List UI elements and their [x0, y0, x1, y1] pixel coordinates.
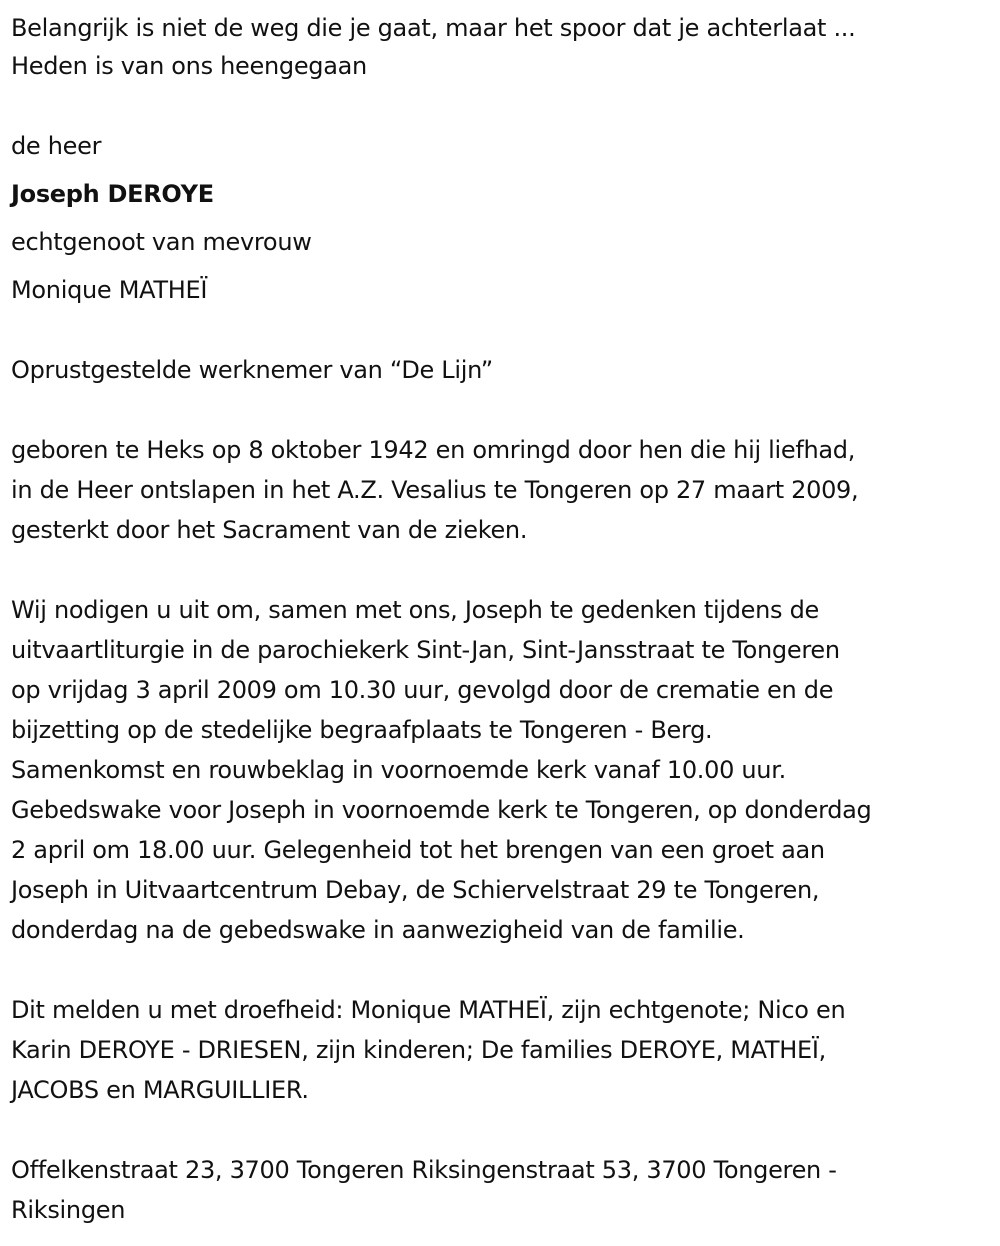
address-line: Riksingen	[11, 1196, 126, 1224]
honorific: de heer	[11, 132, 102, 160]
announcement-line: Karin DEROYE - DRIESEN, zijn kinderen; De families DEROYE, MATHEÏ,	[11, 1036, 826, 1064]
intro-text: Heden is van ons heengegaan	[11, 52, 367, 80]
occupation: Oprustgestelde werknemer van “De Lijn”	[11, 356, 493, 384]
invitation-line: bijzetting op de stedelijke begraafplaats te Tongeren - Berg.	[11, 716, 713, 744]
invitation-line: 2 april om 18.00 uur. Gelegenheid tot het brengen van een groet aan	[11, 836, 825, 864]
motto: Belangrijk is niet de weg die je gaat, maar het spoor dat je achterlaat ...	[11, 14, 856, 42]
birth-death-line: geboren te Heks op 8 oktober 1942 en omringd door hen die hij liefhad,	[11, 436, 856, 464]
spouse-name: Monique MATHEÏ	[11, 276, 208, 304]
birth-death-line: gesterkt door het Sacrament van de zieken.	[11, 516, 528, 544]
invitation-line: Samenkomst en rouwbeklag in voornoemde kerk vanaf 10.00 uur.	[11, 756, 786, 784]
invitation-line: Joseph in Uitvaartcentrum Debay, de Schiervelstraat 29 te Tongeren,	[11, 876, 820, 904]
invitation-line: donderdag na de gebedswake in aanwezigheid van de familie.	[11, 916, 745, 944]
birth-death-line: in de Heer ontslapen in het A.Z. Vesalius te Tongeren op 27 maart 2009,	[11, 476, 859, 504]
spouse-label: echtgenoot van mevrouw	[11, 228, 312, 256]
invitation-line: Wij nodigen u uit om, samen met ons, Joseph te gedenken tijdens de	[11, 596, 819, 624]
invitation-line: op vrijdag 3 april 2009 om 10.30 uur, gevolgd door de crematie en de	[11, 676, 834, 704]
invitation-line: Gebedswake voor Joseph in voornoemde kerk te Tongeren, op donderdag	[11, 796, 872, 824]
address-line: Offelkenstraat 23, 3700 Tongeren Riksingenstraat 53, 3700 Tongeren -	[11, 1156, 837, 1184]
invitation-line: uitvaartliturgie in de parochiekerk Sint-Jan, Sint-Jansstraat te Tongeren	[11, 636, 840, 664]
announcement-line: JACOBS en MARGUILLIER.	[11, 1076, 309, 1104]
deceased-name: Joseph DEROYE	[11, 180, 214, 208]
announcement-line: Dit melden u met droefheid: Monique MATHEÏ, zijn echtgenote; Nico en	[11, 996, 846, 1024]
